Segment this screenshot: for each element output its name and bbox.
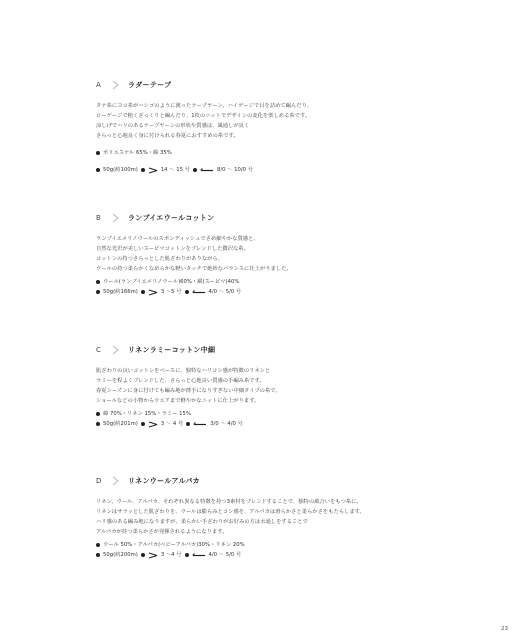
needle-size-text: 3 ～4 号 [160, 552, 182, 558]
section-header [96, 79, 456, 91]
description-line: ランブイエメリノウールのスポンディッシュでさめ細やかな質感と、 [96, 236, 259, 242]
section-letter: D [96, 477, 102, 485]
section-description [96, 101, 456, 141]
description-line: 肌ざわりの良いコットンをベースに、独特なハリコシ感が特徴のリネンと [96, 368, 271, 374]
description-line: ラミーを程よくブレンドした、さらっと心地良い質感の手編み糸です。 [96, 378, 265, 384]
description-line: リネン、ウール、アルパカ、それぞれ異なる特徴を持つ3素材をブレンドすることで、独特の風合いをもつ糸に。 [96, 499, 362, 505]
spec-row [96, 550, 456, 560]
description-line: 自然な光沢が美しいスーピマコットンをブレンドした贅沢な糸。 [96, 246, 249, 252]
bullet-dot-icon [193, 168, 197, 172]
description-line: ローゲージで粗くざっくりと編んだり、1枚のニットでデザインの変化を楽しめる糸です。 [96, 113, 311, 119]
bullet-dot-icon [96, 151, 100, 155]
section-description [96, 366, 456, 406]
bullet-dot-icon [96, 553, 100, 557]
crochet-hook-icon [200, 168, 214, 173]
composition-text: 綿 70%・リネン 15%・ラミー 15% [103, 411, 191, 417]
bullet-dot-icon [186, 422, 190, 426]
description-line: タテ糸にヨコ糸がハシゴのように渡ったテープヤーン。ハイゲージで目を詰めて編んだり、 [96, 103, 313, 109]
needle-size-text: 3 ～5 号 [160, 289, 182, 295]
weight-text: 50g(約166m) [103, 289, 138, 295]
section-letter: C [96, 346, 101, 354]
weight-text: 50g(約100m) [103, 167, 138, 173]
description-line: ハリ感のある編み地になりますが、柔らかい手ざわりがお好みの方は水通しをすることで [96, 519, 308, 525]
hook-size-text: 4/0 ～ 5/0 号 [208, 552, 242, 558]
crochet-hook-icon [192, 290, 206, 295]
knitting-needle-icon [148, 552, 158, 559]
crochet-hook-icon [192, 553, 206, 558]
chevron-right-icon [110, 213, 122, 223]
section-letter: A [96, 81, 101, 89]
section-b [96, 212, 456, 297]
spec-row [96, 165, 456, 175]
chevron-right-icon [110, 80, 122, 90]
needle-size-text: 14 ～ 15 号 [160, 167, 190, 173]
bullet-dot-icon [96, 168, 100, 172]
bullet-dot-icon [96, 543, 100, 547]
section-description [96, 497, 456, 537]
knitting-needle-icon [148, 421, 158, 428]
description-line: さらっと心地良く身に付けられる春夏におすすめの糸です。 [96, 133, 239, 139]
bullet-dot-icon [141, 553, 145, 557]
section-header [96, 212, 456, 224]
section-title: ランブイエウールコットン [128, 214, 215, 222]
composition-text: ポリエステル 65%・綿 35% [103, 150, 172, 156]
section-letter: B [96, 214, 101, 222]
description-line: ショールなどの小物からウエアまで軽やかなニットに仕上がります。 [96, 398, 260, 404]
section-header [96, 475, 456, 487]
crochet-hook-icon [193, 422, 207, 427]
description-line: リネンはサラッとした肌ざわりを、ウールは膨らみとコシ感を、アルパカは滑らかさと柔らかさをもたらします。 [96, 509, 365, 515]
section-title: リネンラミーコットン中細 [128, 346, 216, 354]
spec-row [96, 287, 456, 297]
bullet-dot-icon [141, 290, 145, 294]
description-line: 涼しげでハリのあるテープヤーンの形状や質感は、風通しが良く [96, 123, 250, 129]
needle-size-text: 3 ～ 4 号 [160, 421, 184, 427]
description-line: コットンの持つさらっとした肌ざわりがありながら、 [96, 256, 224, 262]
composition-text: ウール 50%・アルパカ(ベビーアルパカ)30%・リネン 20% [103, 542, 245, 548]
weight-text: 50g(約201m) [103, 421, 138, 427]
section-title: ラダーテープ [128, 81, 172, 89]
chevron-right-icon [110, 345, 122, 355]
spec-row [96, 419, 456, 429]
hook-size-text: 4/0 ～ 5/0 号 [208, 289, 242, 295]
bullet-dot-icon [96, 412, 100, 416]
composition-row [96, 409, 456, 419]
bullet-dot-icon [141, 422, 145, 426]
weight-text: 50g(約200m) [103, 552, 138, 558]
hook-size-text: 8/0 ～ 10/0 号 [216, 167, 254, 173]
section-header [96, 344, 456, 356]
page-number: 23 [501, 626, 508, 632]
bullet-dot-icon [185, 553, 189, 557]
bullet-dot-icon [141, 168, 145, 172]
knitting-needle-icon [148, 289, 158, 296]
section-description [96, 234, 456, 274]
description-line: 春夏シーズンに身に付けても編み地が薄手になりすぎない中細タイプの糸で、 [96, 388, 281, 394]
section-title: リネンウールアルパカ [128, 477, 200, 485]
section-d [96, 475, 456, 560]
bullet-dot-icon [96, 422, 100, 426]
composition-row [96, 540, 456, 550]
bullet-dot-icon [96, 290, 100, 294]
chevron-right-icon [110, 476, 122, 486]
description-line: ウールの持つ柔らかくなめらかな軽いタッチで絶妙なバランスに仕上がりました。 [96, 266, 292, 272]
bullet-dot-icon [185, 290, 189, 294]
composition-row [96, 277, 456, 287]
section-c [96, 344, 456, 429]
composition-row [96, 148, 456, 158]
knitting-needle-icon [148, 167, 158, 174]
hook-size-text: 3/0 ～ 4/0 号 [210, 421, 243, 427]
section-a [96, 79, 456, 175]
description-line: アルパカが持つ柔らかさが発揮されるようになります。 [96, 529, 228, 535]
bullet-dot-icon [96, 280, 100, 284]
composition-text: ウール(ランブイエメリノウール)60%・綿(スーピマ)40% [103, 279, 240, 285]
